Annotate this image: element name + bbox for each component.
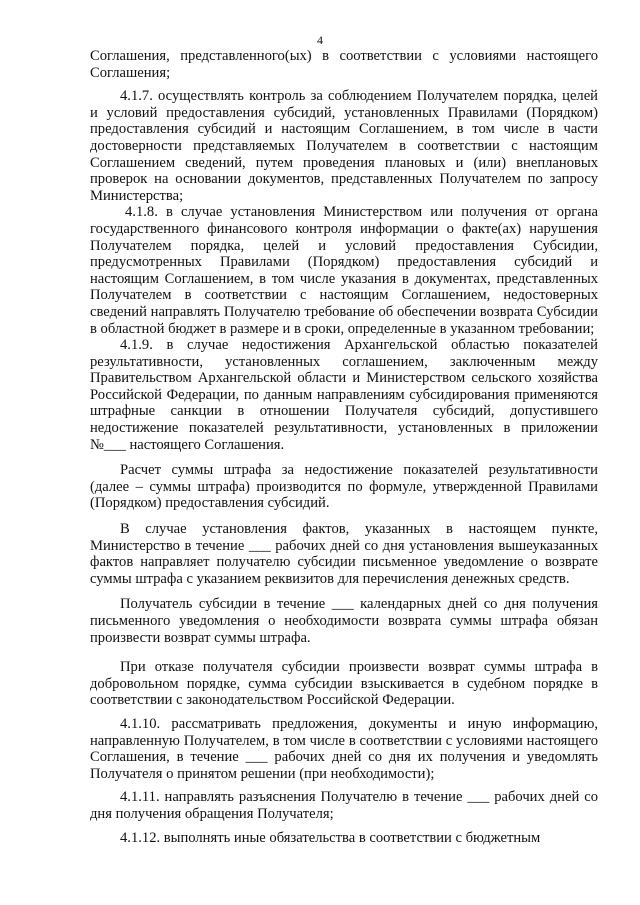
paragraph-4-1-7: 4.1.7. осуществлять контроль за соблюдением Получателем порядка, целей и условий предоставления субсидий, установленных Правилами (Порядком) предоставления субсидий и настоящим Соглашением, в том числе в части достоверности представляемых Получателем в соответствии с настоящим Соглашением сведений, путем проведения плановых и (или) внеплановых проверок на основании документов, представленных Получателем по запросу Министерства; [90,88,598,204]
document-body [90,48,598,846]
paragraph-4-1-11: 4.1.11. направлять разъяснения Получателю в течение ___ рабочих дней со дня получения обращения Получателя; [90,789,598,822]
paragraph-4-1-8: 4.1.8. в случае установления Министерством или получения от органа государственного финансового контроля информации о факте(ах) нарушения Получателем порядка, целей и условий предоставления Субсидии, предусмотренных Правилами (Порядком) предоставления субсидий и настоящим Соглашением, в том числе указания в документах, представленных Получателем в соответствии с настоящим Соглашением, недостоверных сведений направлять Получателю требование об обеспечении возврата Субсидии в областной бюджет в размере и в сроки, определенные в указанном требовании; [90,204,598,337]
paragraph-penalty-calculation: Расчет суммы штрафа за недостижение показателей результативности (далее – суммы штрафа) производится по формуле, утвержденной Правилами (Порядком) предоставления субсидий. [90,462,598,512]
paragraph-continuation: Соглашения, представленного(ых) в соответствии с условиями настоящего Соглашения; [90,48,598,81]
paragraph-4-1-9: 4.1.9. в случае недостижения Архангельской областью показателей результативности, установленных соглашением, заключенным между Правительством Архангельской области и Министерством сельского хозяйства Российской Федерации, по данным направлениям субсидирования применяются штрафные санкции в отношении Получателя субсидий, допустившего недостижение показателей результативности, установленных в приложении №___ настоящего Соглашения. [90,337,598,453]
paragraph-refusal: При отказе получателя субсидии произвести возврат суммы штрафа в добровольном порядке, сумма субсидии взыскивается в судебном порядке в соответствии с законодательством Российской Федерации. [90,659,598,709]
paragraph-recipient-return: Получатель субсидии в течение ___ календарных дней со дня получения письменного уведомления о необходимости возврата суммы штрафа обязан произвести возврат суммы штрафа. [90,596,598,646]
paragraph-4-1-12: 4.1.12. выполнять иные обязательства в соответствии с бюджетным [120,829,541,846]
paragraph-4-1-10: 4.1.10. рассматривать предложения, документы и иную информацию, направленную Получателем, в том числе в соответствии с условиями настоящего Соглашения, в течение ___ рабочих дней со дня их получения и уведомлять Получателя о принятом решении (при необходимости); [90,715,598,782]
paragraph-facts-established: В случае установления фактов, указанных в настоящем пункте, Министерство в течение ___ рабочих дней со дня установления вышеуказанных фактов направляет получателю субсидии письменное уведомление о возврате суммы штрафа с указанием реквизитов для перечисления денежных средств. [90,521,598,587]
page-number: 4 [317,33,323,47]
